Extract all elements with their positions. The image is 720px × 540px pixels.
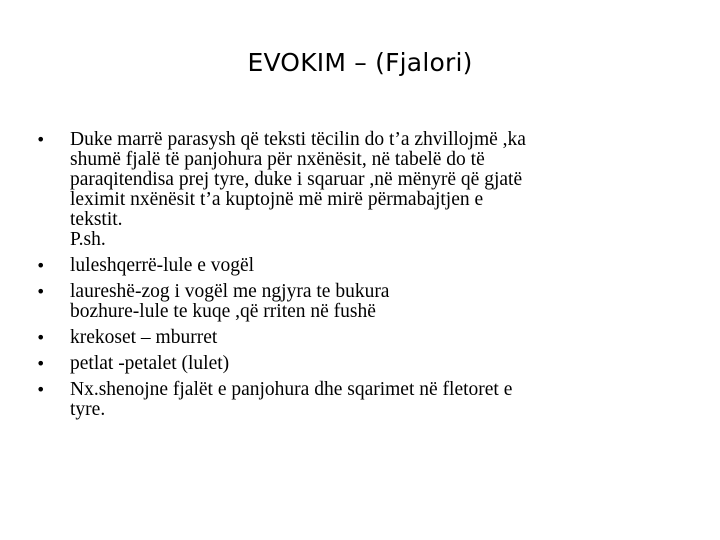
bullet-text-line: shumë fjalë të panjohura për nxënësit, në tabelë do të: [70, 149, 485, 170]
bullet-icon: •: [36, 130, 46, 149]
bullet-item-luleshqerre: [36, 256, 696, 276]
bullet-text-line: luleshqerrë-lule e vogël: [70, 255, 255, 276]
bullet-text-line: laureshë-zog i vogël me ngjyra te bukura: [70, 281, 390, 302]
bullet-text-line: tyre.: [70, 399, 106, 420]
bullet-item-petlat: [36, 354, 696, 374]
bullet-icon: •: [36, 354, 46, 373]
bullet-icon: •: [36, 282, 46, 301]
bullet-item-fletoret: [36, 380, 696, 420]
bullet-text-line: Duke marrë parasysh që teksti tëcilin do t’a zhvillojmë ,ka: [70, 129, 526, 150]
bullet-text-line: krekoset – mburret: [70, 327, 218, 348]
bullet-text-line: bozhure-lule te kuqe ,që rriten në fushë: [70, 301, 376, 322]
bullet-text-line: paraqitendisa prej tyre, duke i sqaruar ,në mënyrë që gjatë: [70, 169, 523, 190]
bullet-text-line: Nx.shenojne fjalët e panjohura dhe sqarimet në fletoret e: [70, 379, 513, 400]
bullet-icon: •: [36, 380, 46, 399]
bullet-text-line: petlat -petalet (lulet): [70, 353, 230, 374]
bullet-icon: •: [36, 256, 46, 275]
slide-title: EVOKIM – (Fjalori): [247, 48, 473, 77]
bullet-text-line: P.sh.: [70, 229, 106, 250]
bullet-item-laureshe: [36, 282, 696, 322]
bullet-item-intro: [36, 130, 696, 250]
bullet-text-line: tekstit.: [70, 209, 123, 230]
bullet-item-krekoset: [36, 328, 696, 348]
bullet-text-line: leximit nxënësit t’a kuptojnë më mirë përmabajtjen e: [70, 189, 484, 210]
bullet-list: [36, 130, 696, 426]
bullet-icon: •: [36, 328, 46, 347]
